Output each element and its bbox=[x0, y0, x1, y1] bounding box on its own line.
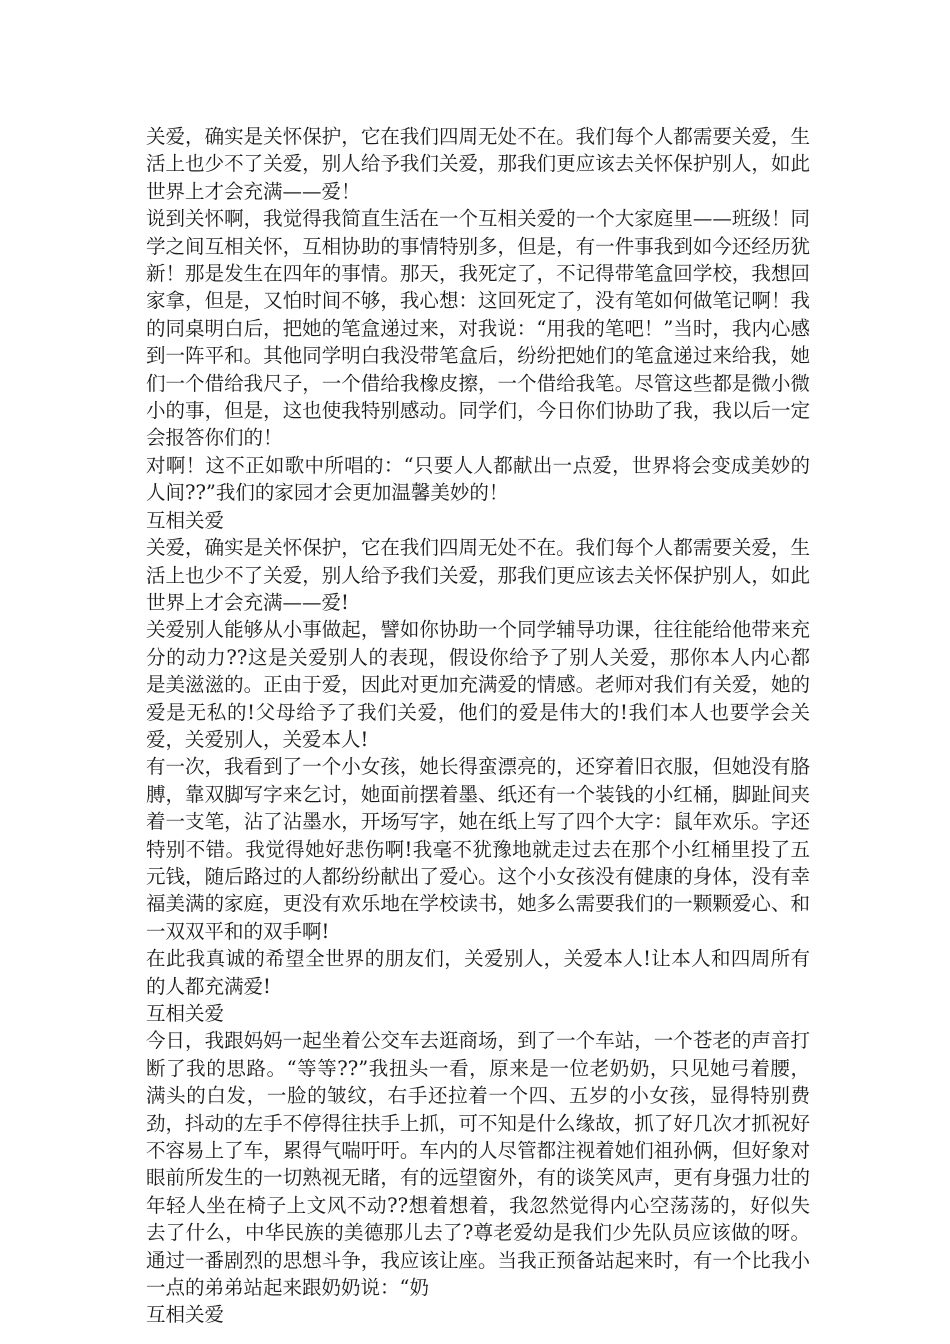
paragraph-wish: 在此我真诚的希望全世界的朋友们，关爱别人，关爱本人!让本人和四周所有的人都充满爱! bbox=[146, 947, 810, 998]
section-title: 互相关爱 bbox=[146, 1002, 225, 1025]
section-title: 互相关爱 bbox=[146, 508, 225, 532]
paragraph-class-story: 说到关怀啊，我觉得我简直生活在一个互相关爱的一个大家庭里——班级！同学之间互相关怀，互相协助的事情特别多，但是，有一件事我到如今还经历犹新！那是发生在四年的事情。那天，我死定了，不记得带笔盒回学校，我想回家拿，但是，又怕时间不够，我心想：这回死定了，没有笔如何做笔记啊！我的同桌明白后，把她的笔盒递过来，对我说：“用我的笔吧！”当时，我内心感到一阵平和。其他同学明白我没带笔盒后，纷纷把她们的笔盒递过来给我，她们一个借给我尺子，一个借给我橡皮擦，一个借给我笔。尽管这些都是微小微小的事，但是，这也使我特别感动。同学们，今日你们协助了我，我以后一定会报答你们的！ bbox=[146, 207, 810, 450]
paragraph-intro: 关爱，确实是关怀保护，它在我们四周无处不在。我们每个人都需要关爱，生活上也少不了关爱，别人给予我们关爱，那我们更应该去关怀保护别人，如此世界上才会充满——爱！ bbox=[146, 125, 810, 203]
paragraph-intro-repeat: 关爱，确实是关怀保护，它在我们四周无处不在。我们每个人都需要关爱，生活上也少不了关爱，别人给予我们关爱，那我们更应该去关怀保护别人，如此世界上才会充满——爱! bbox=[146, 536, 810, 614]
paragraph-girl-story: 有一次，我看到了一个小女孩，她长得蛮漂亮的，还穿着旧衣服，但她没有胳膊，靠双脚写字来乞讨，她面前摆着墨、纸还有一个装钱的小红桶，脚趾间夹着一支笔，沾了沾墨水，开场写字，她在纸上写了四个大字：鼠年欢乐。字还特别不错。我觉得她好悲伤啊!我毫不犹豫地就走过去在那个小红桶里投了五元钱，随后路过的人都纷纷献出了爱心。这个小女孩没有健康的身体，没有幸福美满的家庭，更没有欢乐地在学校读书，她多么需要我们的一颗颗爱心、和一双双平和的双手啊! bbox=[146, 755, 810, 943]
document-body bbox=[146, 123, 810, 1329]
paragraph-small-things: 关爱别人能够从小事做起，譬如你协助一个同学辅导功课，往往能给他带来充分的动力??这是关爱别人的表现，假设你给予了别人关爱，那你本人内心都是美滋滋的。正由于爱，因此对更加充满爱的情感。老师对我们有关爱，她的爱是无私的!父母给予了我们关爱，他们的爱是伟大的!我们本人也要学会关爱，关爱别人，关爱本人! bbox=[146, 618, 810, 751]
section-title: 互相关爱 bbox=[146, 1303, 225, 1327]
paragraph-song: 对啊！这不正如歌中所唱的：“只要人人都献出一点爱，世界将会变成美妙的人间??”我们的家园才会更加温馨美妙的！ bbox=[146, 453, 810, 505]
paragraph-bus-story: 今日，我跟妈妈一起坐着公交车去逛商场，到了一个车站，一个苍老的声音打断了我的思路。“等等??”我扭头一看，原来是一位老奶奶，只见她弓着腰，满头的白发，一脸的皱纹，右手还拉着一个四、五岁的小女孩，显得特别费劲，抖动的左手不停得往扶手上抓，可不知是什么缘故，抓了好几次才抓祝好不容易上了车，累得气喘吁吁。车内的人尽管都注视着她们祖孙俩，但好象对眼前所发生的一切熟视无睹，有的远望窗外，有的谈笑风声，更有身强力壮的年轻人坐在椅子上文风不动??想着想着，我忽然觉得内心空荡荡的，好似失去了什么，中华民族的美德那儿去了?尊老爱幼是我们少先队员应该做的呀。通过一番剧烈的思想斗争，我应该让座。当我正预备站起来时，有一个比我小一点的弟弟站起来跟奶奶说：“奶 bbox=[146, 1029, 810, 1300]
